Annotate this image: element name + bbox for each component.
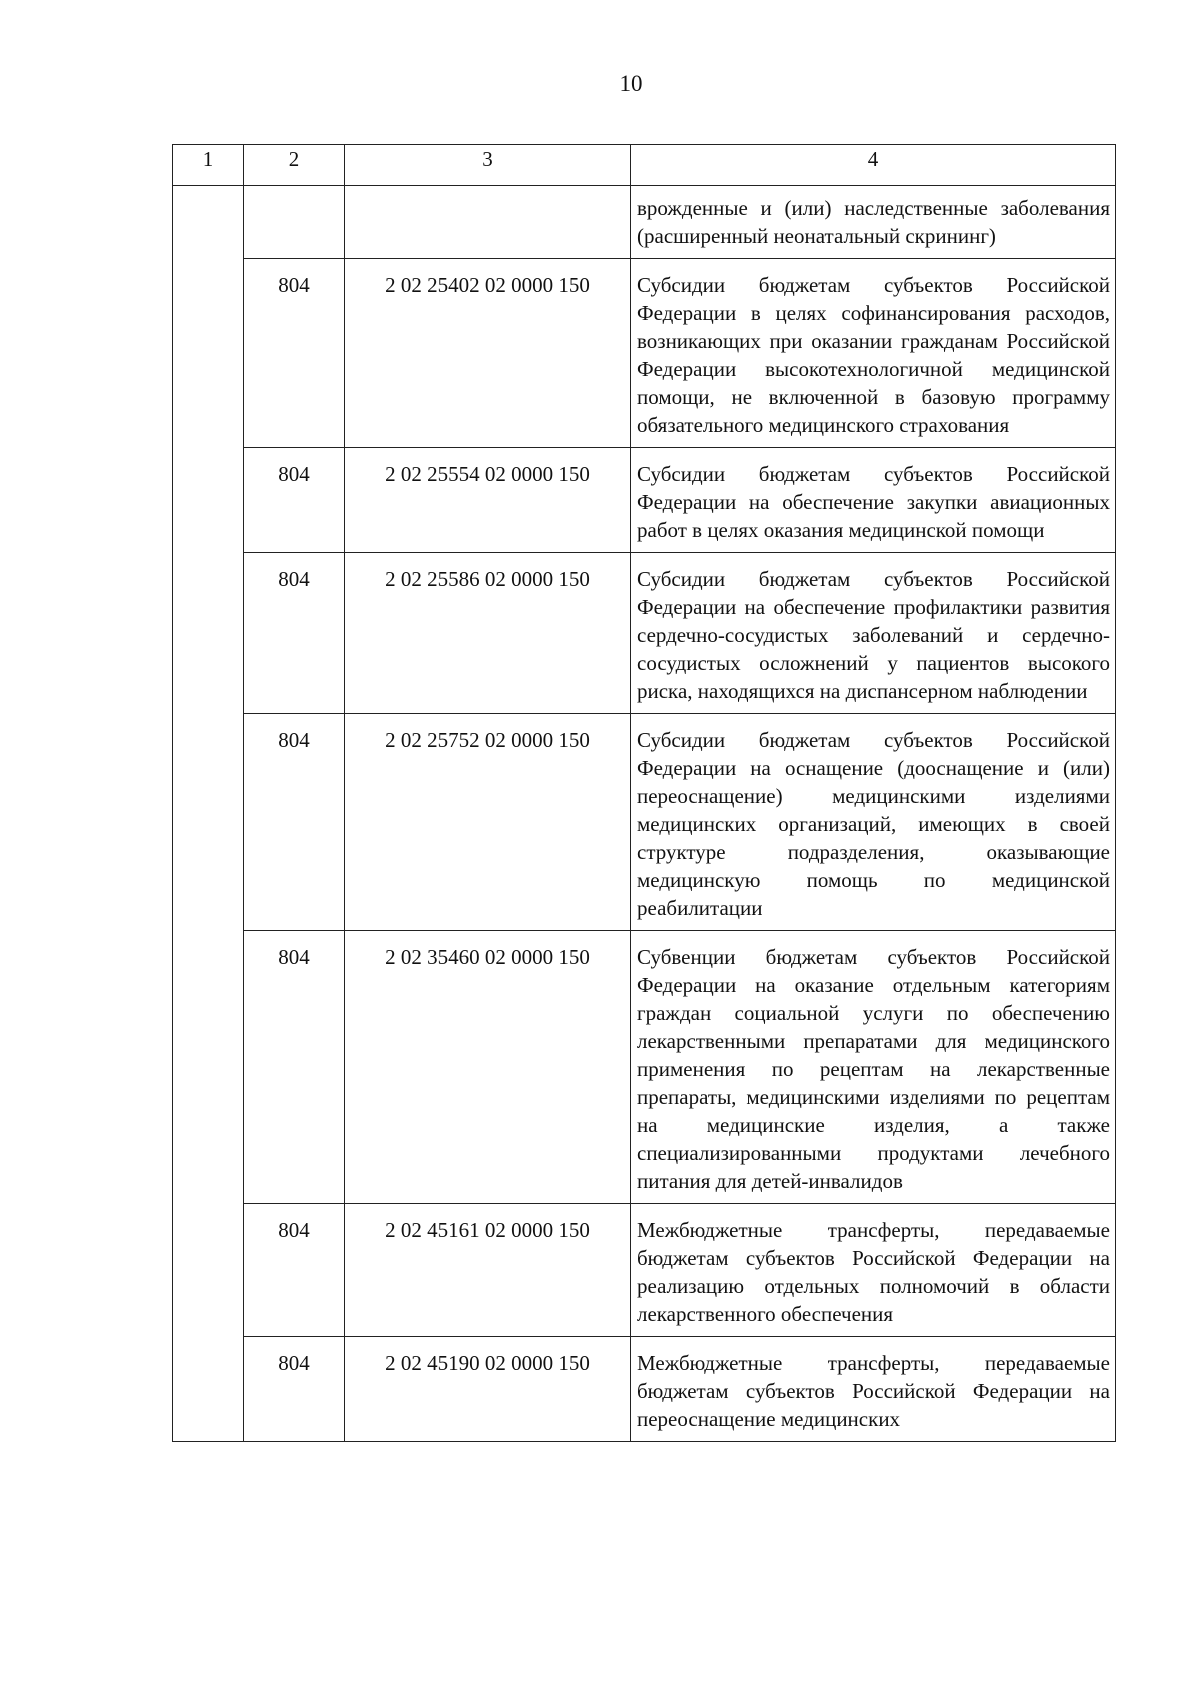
code-admin-cell: 804 (244, 553, 345, 714)
code-admin-cell: 804 (244, 931, 345, 1204)
description-cell: Субвенции бюджетам субъектов Российской Федерации на оказание отдельным категориям граждан социальной услуги по обеспечению лекарственными препаратами для медицинского применения по рецептам на лекарственные препараты, медицинскими изделиями по рецептам на медицинские изделия, а также специализированными продуктами лечебного питания для детей-инвалидов (631, 931, 1116, 1204)
code-admin-cell: 804 (244, 1337, 345, 1442)
code-admin-cell: 804 (244, 714, 345, 931)
budget-code-cell: 2 02 25752 02 0000 150 (345, 714, 631, 931)
header-col-1: 1 (173, 145, 244, 186)
budget-code-cell (345, 186, 631, 259)
table-row (173, 259, 1116, 448)
header-col-4: 4 (631, 145, 1116, 186)
description-cell: Межбюджетные трансферты, передаваемые бюджетам субъектов Российской Федерации на реализацию отдельных полномочий в области лекарственного обеспечения (631, 1204, 1116, 1337)
header-col-3: 3 (345, 145, 631, 186)
budget-code-cell: 2 02 25554 02 0000 150 (345, 448, 631, 553)
table-row (173, 1337, 1116, 1442)
code-admin-cell: 804 (244, 448, 345, 553)
table-row (173, 1204, 1116, 1337)
header-row (173, 145, 1116, 186)
description-cell: Субсидии бюджетам субъектов Российской Федерации на оснащение (дооснащение и (или) переоснащение) медицинскими изделиями медицинских организаций, имеющих в своей структуре подразделения, оказывающие медицинскую помощь по медицинской реабилитации (631, 714, 1116, 931)
description-cell: врожденные и (или) наследственные заболевания (расширенный неонатальный скрининг) (631, 186, 1116, 259)
table-row (173, 186, 1116, 259)
budget-code-cell: 2 02 25402 02 0000 150 (345, 259, 631, 448)
description-cell: Межбюджетные трансферты, передаваемые бюджетам субъектов Российской Федерации на переоснащение медицинских (631, 1337, 1116, 1442)
budget-code-cell: 2 02 45190 02 0000 150 (345, 1337, 631, 1442)
budget-code-cell: 2 02 45161 02 0000 150 (345, 1204, 631, 1337)
code-admin-cell: 804 (244, 1204, 345, 1337)
header-col-2: 2 (244, 145, 345, 186)
description-cell: Субсидии бюджетам субъектов Российской Федерации на обеспечение профилактики развития сердечно-сосудистых заболеваний и сердечно-сосудистых осложнений у пациентов высокого риска, находящихся на диспансерном наблюдении (631, 553, 1116, 714)
description-cell: Субсидии бюджетам субъектов Российской Федерации в целях софинансирования расходов, возникающих при оказании гражданам Российской Федерации высокотехнологичной медицинской помощи, не включенной в базовую программу обязательного медицинского страхования (631, 259, 1116, 448)
budget-classification-table (172, 144, 1116, 1442)
table-row (173, 931, 1116, 1204)
column-1-cell (173, 186, 244, 1442)
table-row (173, 714, 1116, 931)
code-admin-cell: 804 (244, 259, 345, 448)
code-admin-cell (244, 186, 345, 259)
table-row (173, 448, 1116, 553)
budget-code-cell: 2 02 35460 02 0000 150 (345, 931, 631, 1204)
page-number: 10 (619, 71, 643, 96)
table-row (173, 553, 1116, 714)
budget-code-cell: 2 02 25586 02 0000 150 (345, 553, 631, 714)
description-cell: Субсидии бюджетам субъектов Российской Федерации на обеспечение закупки авиационных работ в целях оказания медицинской помощи (631, 448, 1116, 553)
